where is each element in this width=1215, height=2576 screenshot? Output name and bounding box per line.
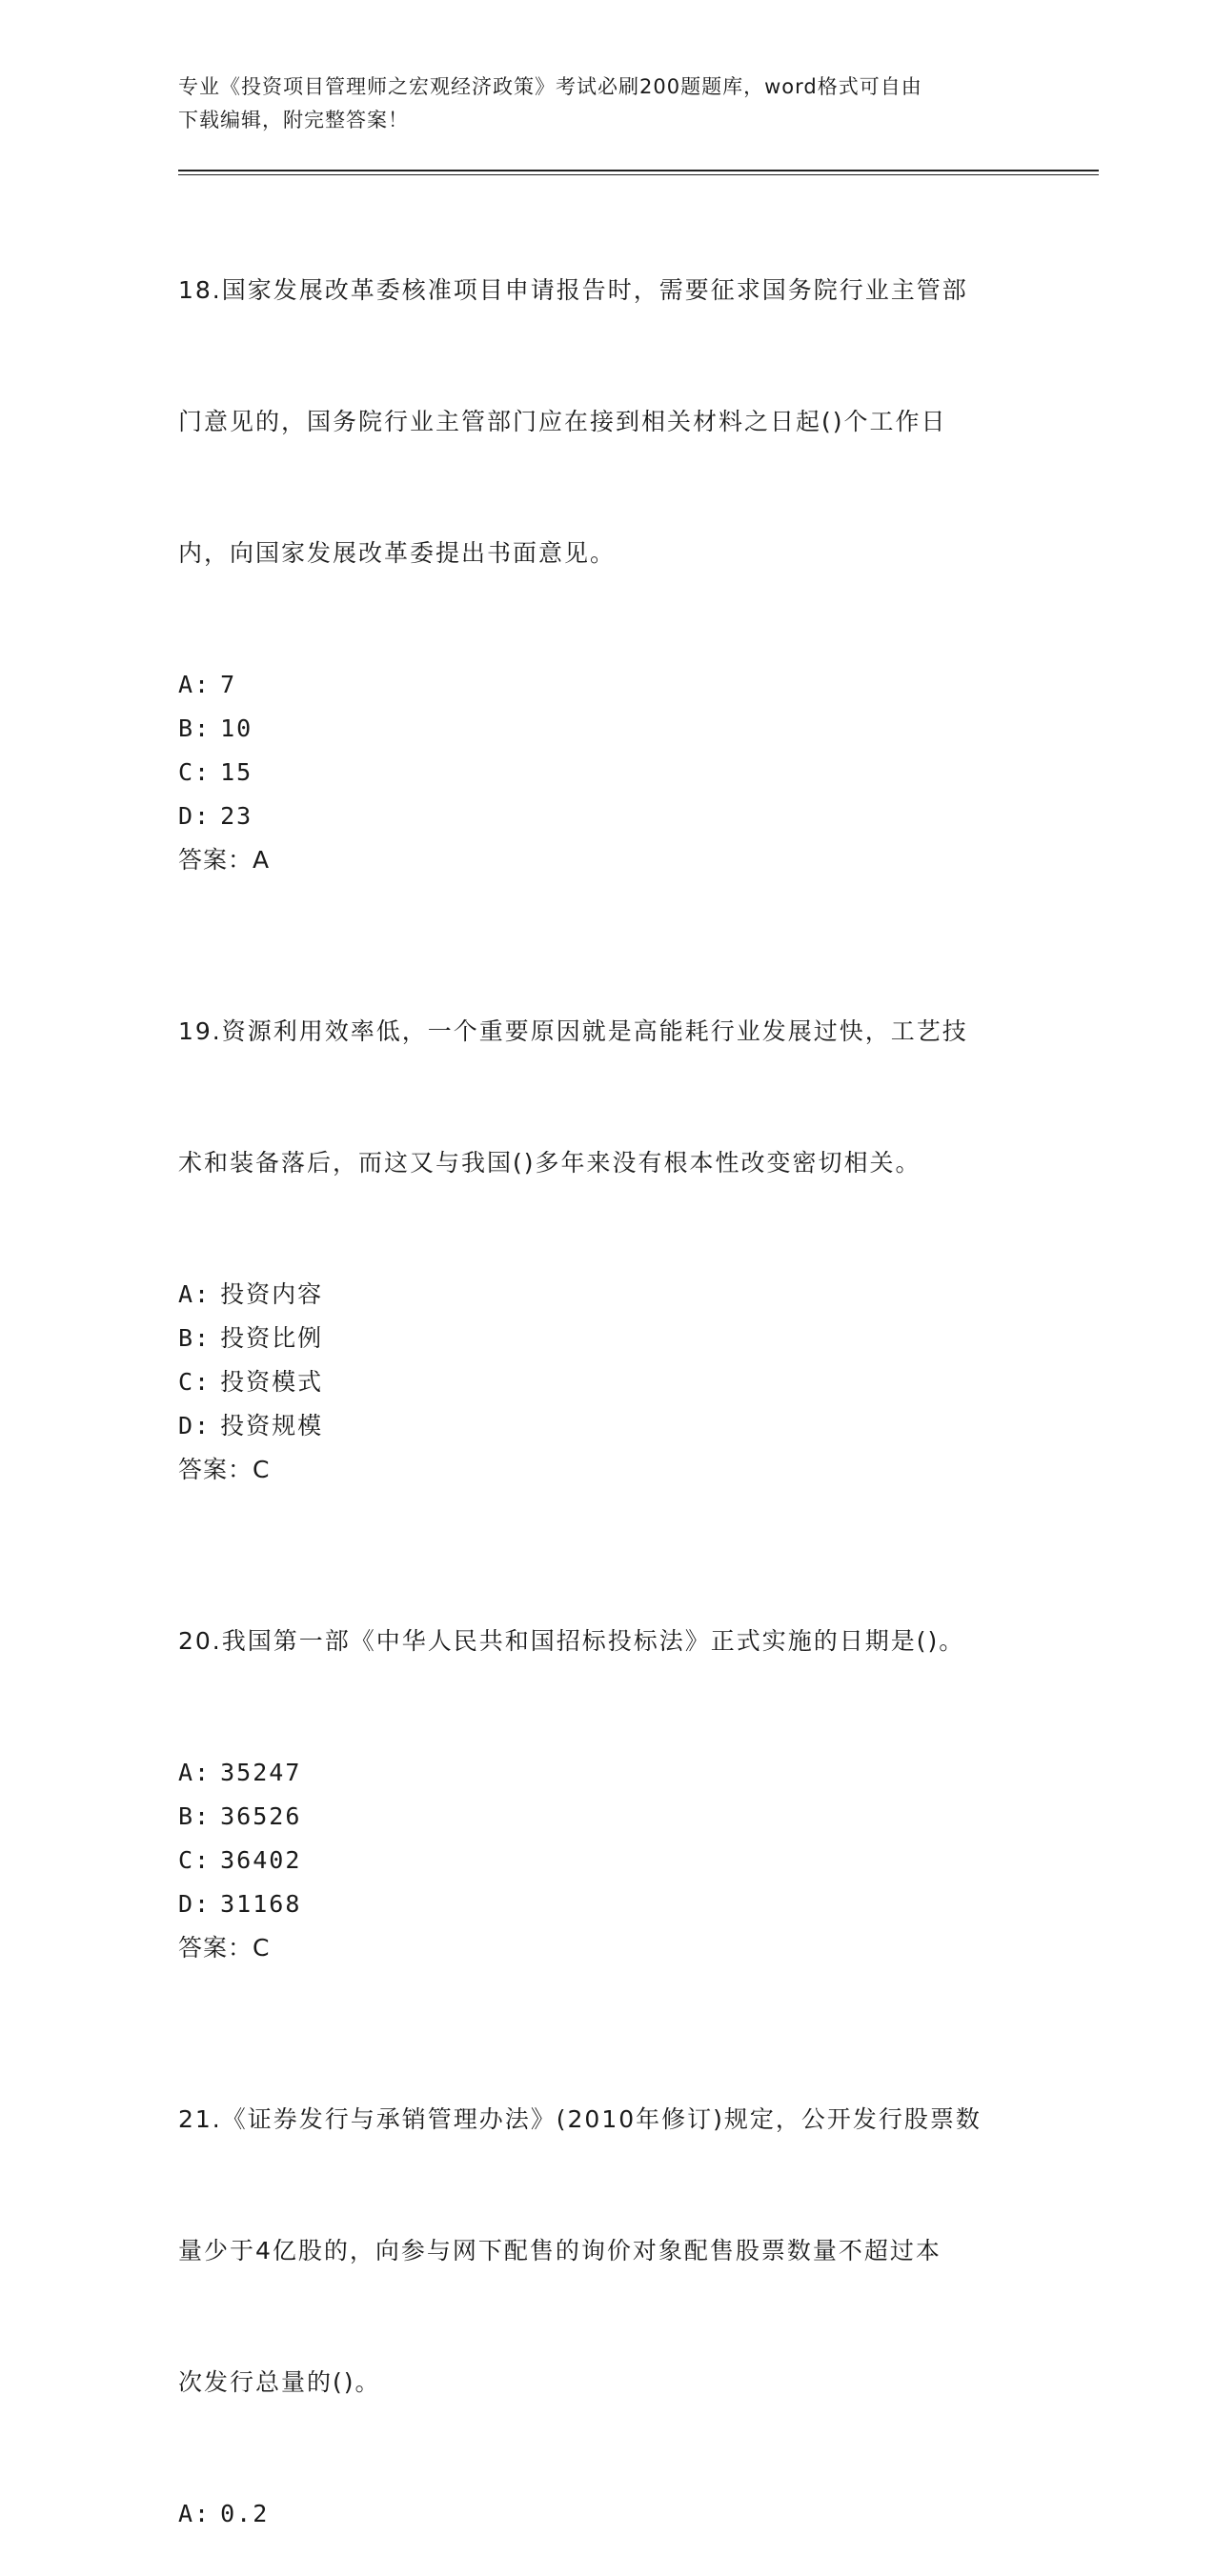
question-text [178, 181, 1036, 663]
option-value: 0.2 [220, 2500, 270, 2527]
option-b [178, 1795, 1036, 1839]
option-value: 投资比例 [220, 1324, 324, 1352]
option-letter: D: [178, 1890, 212, 1918]
option-a [178, 663, 1036, 707]
option-value: 7 [220, 671, 237, 698]
question-18 [178, 181, 1036, 882]
document-header [178, 70, 1017, 137]
option-a [178, 1273, 1036, 1317]
option-c [178, 751, 1036, 795]
option-a [178, 1751, 1036, 1795]
option-letter: A: [178, 1280, 212, 1308]
option-letter: A: [178, 671, 212, 698]
question-list [178, 181, 1036, 2576]
option-value: 36402 [220, 1846, 302, 1874]
header-divider [178, 170, 1099, 171]
question-line: 18.国家发展改革委核准项目申请报告时，需要征求国务院行业主管部 [178, 276, 968, 304]
question-text [178, 922, 1036, 1273]
question-20 [178, 1532, 1036, 1970]
question-19 [178, 922, 1036, 1492]
question-line: 19.资源利用效率低，一个重要原因就是高能耗行业发展过快，工艺技 [178, 1017, 968, 1045]
question-line: 术和装备落后，而这又与我国()多年来没有根本性改变密切相关。 [178, 1149, 921, 1177]
header-line-1: 专业《投资项目管理师之宏观经济政策》考试必刷200题题库，word格式可自由 [178, 75, 922, 98]
option-value: 投资内容 [220, 1280, 324, 1308]
option-value: 投资规模 [220, 1412, 324, 1439]
option-letter: A: [178, 1759, 212, 1786]
option-c [178, 1839, 1036, 1882]
option-b [178, 707, 1036, 751]
answer-line: 答案：A [178, 846, 271, 874]
option-a [178, 2492, 1036, 2536]
question-line: 内，向国家发展改革委提出书面意见。 [178, 539, 617, 567]
question-line: 门意见的，国务院行业主管部门应在接到相关材料之日起()个工作日 [178, 408, 947, 435]
question-text [178, 2010, 1036, 2492]
option-letter: B: [178, 1802, 212, 1830]
header-divider-thin [178, 174, 1099, 175]
option-letter: C: [178, 1368, 212, 1396]
option-letter: B: [178, 1324, 212, 1352]
header-line-2: 下载编辑，附完整答案！ [178, 109, 409, 131]
option-value: 31168 [220, 1890, 302, 1918]
option-value: 15 [220, 758, 253, 786]
option-d [178, 795, 1036, 838]
question-line: 20.我国第一部《中华人民共和国招标投标法》正式实施的日期是()。 [178, 1627, 965, 1655]
option-d [178, 1882, 1036, 1926]
option-c [178, 1360, 1036, 1404]
option-d [178, 1404, 1036, 1448]
option-letter: C: [178, 758, 212, 786]
answer-line: 答案：C [178, 1934, 271, 1962]
question-21 [178, 2010, 1036, 2536]
option-letter: D: [178, 802, 212, 830]
answer-line: 答案：C [178, 1456, 271, 1483]
option-value: 23 [220, 802, 253, 830]
question-line: 量少于4亿股的，向参与网下配售的询价对象配售股票数量不超过本 [178, 2237, 942, 2264]
question-line: 21.《证券发行与承销管理办法》(2010年修订)规定，公开发行股票数 [178, 2105, 982, 2133]
option-letter: B: [178, 714, 212, 742]
question-line: 次发行总量的()。 [178, 2368, 381, 2396]
option-value: 10 [220, 714, 253, 742]
option-value: 35247 [220, 1759, 302, 1786]
question-text [178, 1532, 1036, 1751]
option-letter: A: [178, 2500, 212, 2527]
option-value: 36526 [220, 1802, 302, 1830]
option-letter: D: [178, 1412, 212, 1439]
option-value: 投资模式 [220, 1368, 324, 1396]
option-b [178, 1317, 1036, 1360]
option-letter: C: [178, 1846, 212, 1874]
